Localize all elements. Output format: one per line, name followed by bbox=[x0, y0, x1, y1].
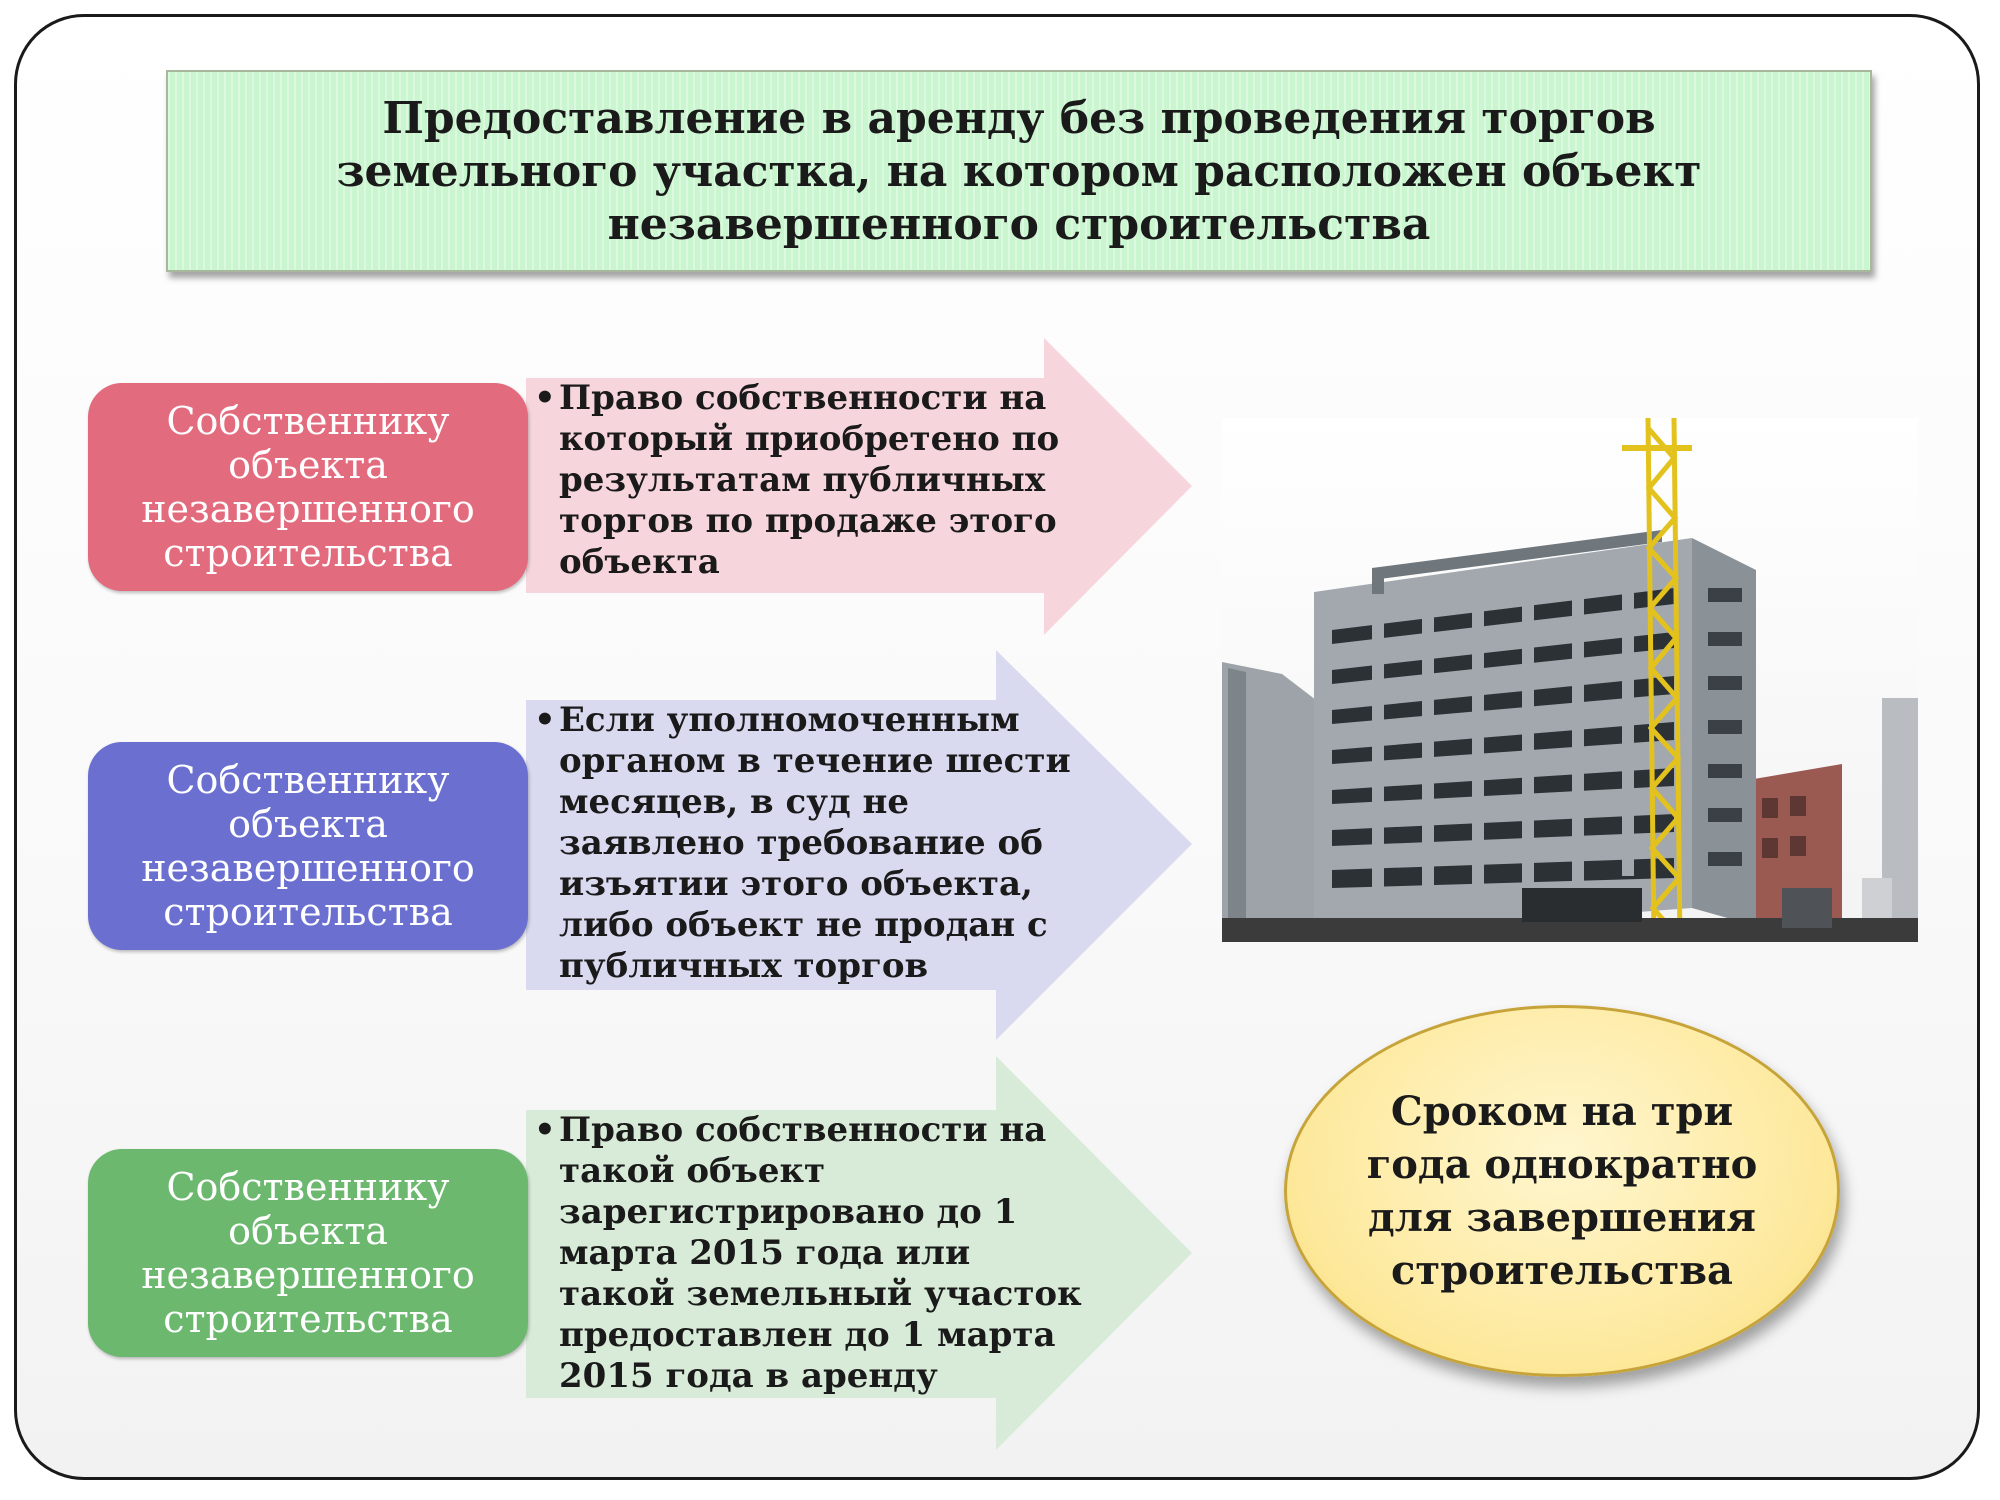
condition-arrow-1 bbox=[526, 338, 1196, 635]
condition-text-2 bbox=[534, 700, 1074, 987]
condition-text-1 bbox=[534, 378, 1074, 583]
owner-box-3 bbox=[88, 1149, 528, 1357]
title-box bbox=[166, 70, 1872, 272]
owner-label-3: Собственнику объекта незавершенного строительства bbox=[141, 1165, 475, 1341]
condition-text-3 bbox=[534, 1110, 1094, 1397]
construction-photo bbox=[1222, 418, 1918, 942]
owner-label-2: Собственнику объекта незавершенного строительства bbox=[141, 758, 475, 934]
condition-3: Право собственности на такой объект зарегистрировано до 1 марта 2015 года или такой земельный участок предоставлен до 1 марта 2015 года в аренду bbox=[559, 1110, 1082, 1396]
condition-arrow-2 bbox=[526, 650, 1196, 1040]
condition-arrow-3 bbox=[526, 1056, 1196, 1450]
condition-2: Если уполномоченным органом в течение шести месяцев, в суд не заявлено требование об изъятии этого объекта, либо объект не продан с публичных торгов bbox=[559, 700, 1071, 986]
slide-title: Предоставление в аренду без проведения торгов земельного участка, на котором расположен объект незавершенного строительства bbox=[336, 92, 1702, 250]
owner-label-1: Собственнику объекта незавершенного строительства bbox=[141, 399, 475, 575]
owner-box-1 bbox=[88, 383, 528, 591]
bullet-1: • bbox=[534, 378, 556, 418]
term-ellipse bbox=[1284, 1005, 1840, 1377]
term-text: Сроком на три года однократно для завершения строительства bbox=[1366, 1088, 1758, 1294]
owner-box-2 bbox=[88, 742, 528, 950]
bullet-3: • bbox=[534, 1110, 556, 1150]
bullet-2: • bbox=[534, 700, 556, 740]
condition-1: Право собственности на который приобретено по результатам публичных торгов по продаже этого объекта bbox=[559, 378, 1060, 582]
building-illustration bbox=[1222, 418, 1918, 942]
